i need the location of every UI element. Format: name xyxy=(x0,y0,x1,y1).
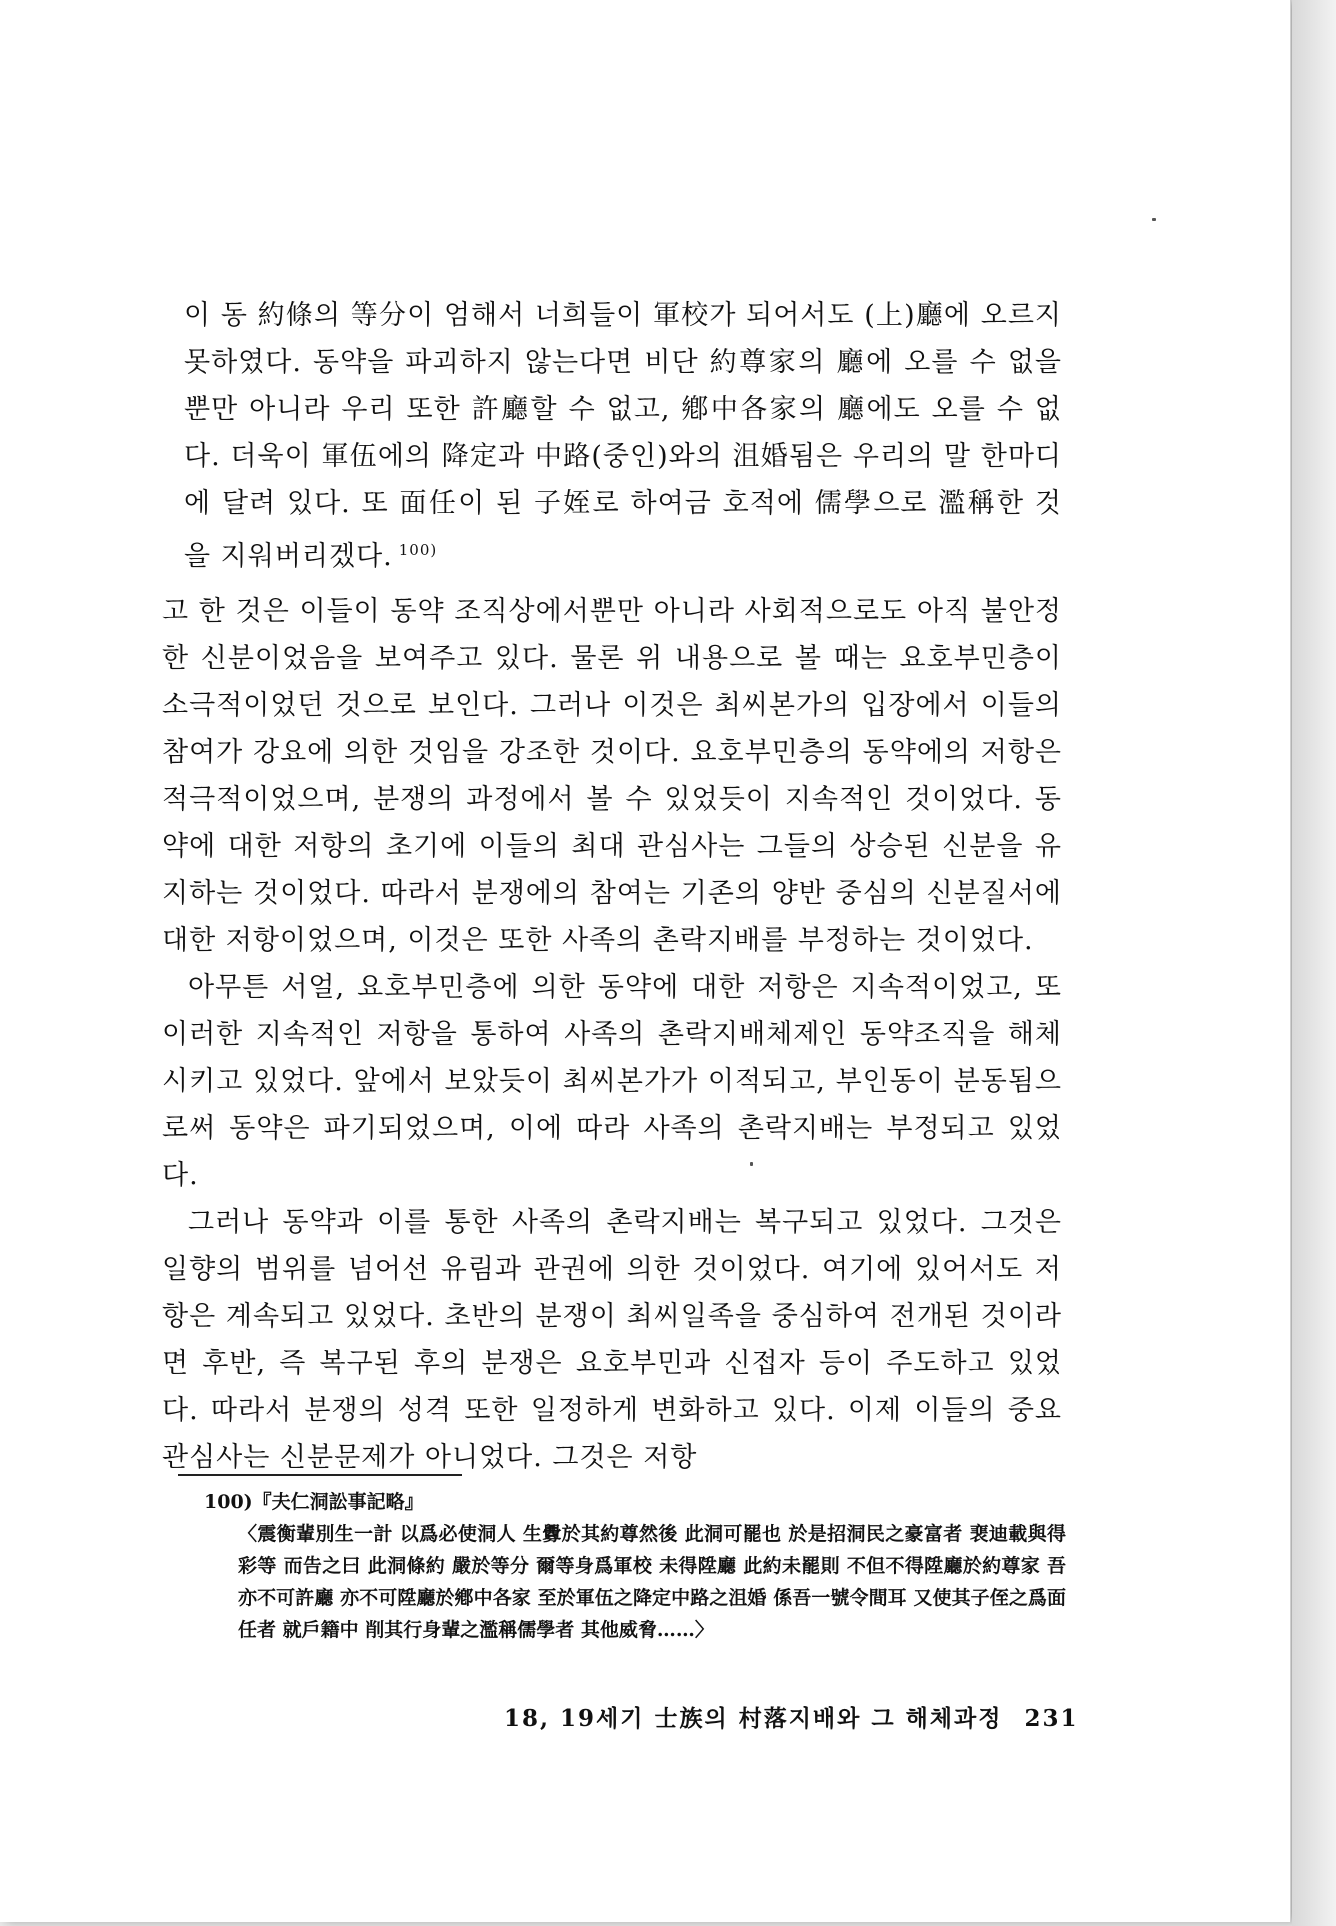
quote-text: 이 동 約條의 等分이 엄해서 너희들이 軍校가 되어서도 (上)廳에 오르지 못하였다. 동약을 파괴하지 않는다면 비단 約尊家의 廳에 오를 수 없을 뿐만 아니라 우리 또한 許廳할 수 없고, 鄕中各家의 廳에도 오를 수 없다. 더욱이 軍伍에의 降定과 中路(중인)와의 沮婚됨은 우리의 말 한마디에 달려 있다. 또 面任이 된 子姪로 하여금 호적에 儒學으로 濫稱한 것을 지워버리겠다. xyxy=(184,300,1062,572)
footnote-reference: 100) xyxy=(398,541,438,559)
footnote-divider xyxy=(178,1474,462,1476)
footnote xyxy=(204,1486,1066,1646)
footnote-text: 〈震衡輩別生一計 以爲必使洞人 生釁於其約尊然後 此洞可罷也 於是招洞民之豪富者 裵迪載與得彩等 而告之曰 此洞條約 嚴於等分 爾等身爲軍校 未得陞廳 此約未罷則 不但不得陞廳於約尊家 吾亦不可許廳 亦不可陞廳於鄕中各家 至於軍伍之降定中路之沮婚 係吾一號令間耳 又使其子侄之爲面任者 就戶籍中 削其行身輩之濫稱儒學者 其他威脅……〉 xyxy=(238,1523,1066,1641)
page-gutter xyxy=(1292,0,1336,1926)
page-number: 231 xyxy=(1024,1705,1079,1732)
body-paragraph-2: 아무튼 서얼, 요호부민층에 의한 동약에 대한 저항은 지속적이었고, 또 이러한 지속적인 저항을 통하여 사족의 촌락지배체제인 동약조직을 해체시키고 있었다. 앞에서 보았듯이 최씨본가가 이적되고, 부인동이 분동됨으로써 동약은 파기되었으며, 이에 따라 사족의 촌락지배는 부정되고 있었다. xyxy=(162,972,1062,1191)
running-title: 18, 19세기 士族의 村落지배와 그 해체과정 xyxy=(504,1705,1003,1732)
body-paragraph-3: 그러나 동약과 이를 통한 사족의 촌락지배는 복구되고 있었다. 그것은 일향의 범위를 넘어선 유림과 관권에 의한 것이었다. 여기에 있어서도 저항은 계속되고 있었다. 초반의 분쟁이 최씨일족을 중심하여 전개된 것이라면 후반, 즉 복구된 후의 분쟁은 요호부민과 신접자 등이 주도하고 있었다. 따라서 분쟁의 성격 또한 일정하게 변화하고 있다. 이제 이들의 중요 관심사는 신분문제가 아니었다. 그것은 저항 xyxy=(162,1207,1062,1473)
scan-speck xyxy=(1152,218,1156,221)
body-text xyxy=(162,588,1062,1481)
quote-paragraph xyxy=(184,292,1062,580)
block-quote xyxy=(184,292,1062,580)
running-footer xyxy=(504,1700,1079,1733)
footnote-title: 100)『夫仁洞訟事記略』 xyxy=(204,1491,424,1513)
body-paragraph-1: 고 한 것은 이들이 동약 조직상에서뿐만 아니라 사회적으로도 아직 불안정한 신분이었음을 보여주고 있다. 물론 위 내용으로 볼 때는 요호부민층이 소극적이었던 것으로 보인다. 그러나 이것은 최씨본가의 입장에서 이들의 참여가 강요에 의한 것임을 강조한 것이다. 요호부민층의 동약에의 저항은 적극적이었으며, 분쟁의 과정에서 볼 수 있었듯이 지속적인 것이었다. 동약에 대한 저항의 초기에 이들의 최대 관심사는 그들의 상승된 신분을 유지하는 것이었다. 따라서 분쟁에의 참여는 기존의 양반 중심의 신분질서에 대한 저항이었으며, 이것은 또한 사족의 촌락지배를 부정하는 것이었다. xyxy=(162,596,1062,956)
